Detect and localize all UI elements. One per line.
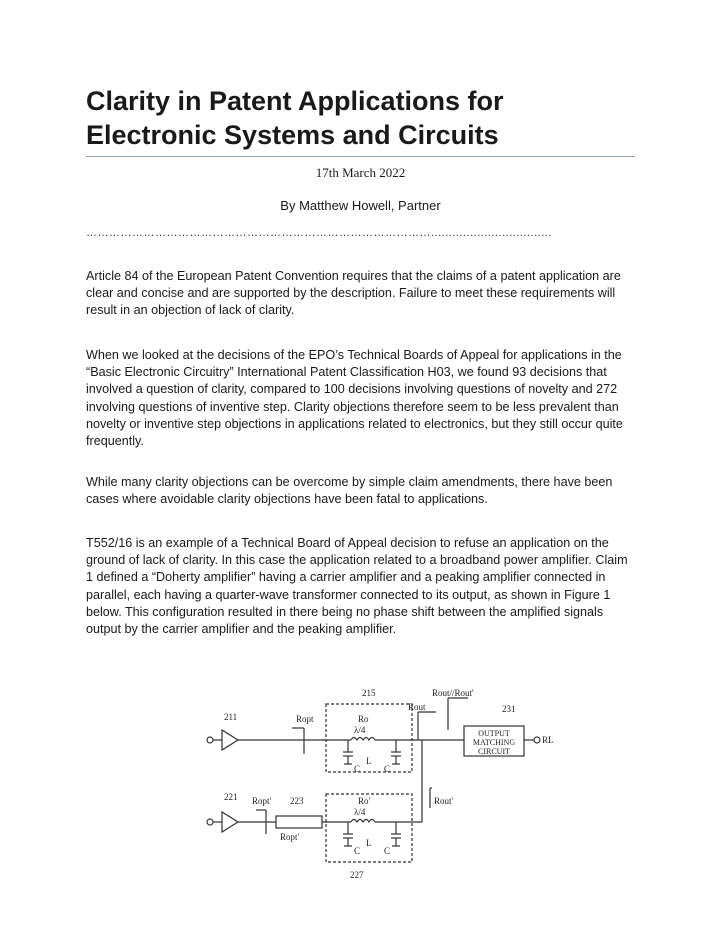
- label-ro: Ro: [358, 714, 369, 724]
- doherty-amplifier-figure: [200, 684, 560, 884]
- paragraph-1: Article 84 of the European Patent Convention requires that the claims of a patent application are clear and concise and are supported by the description. Failure to meet these requirements will result in an objection of lack of clarity.: [86, 269, 621, 318]
- label-rl: RL: [542, 735, 554, 745]
- label-l-top: L: [366, 756, 372, 766]
- inductor-top: [351, 738, 375, 741]
- label-c-bottom-left: C: [354, 846, 361, 856]
- paragraph-2: When we looked at the decisions of the EPO’s Technical Boards of Appeal for applications in the “Basic Electronic Circuitry” International Patent Classification H03, we found 93 decisions that involved a question of clarity, compared to 100 decisions involving questions of novelty and 272 involving questions of inventive step. Clarity objections therefore seem to be less prevalent than novelty or inventive step objections in applications related to electronics, but they still occur quite frequently.: [86, 348, 623, 449]
- label-221: 221: [224, 792, 238, 802]
- label-211: 211: [224, 712, 238, 722]
- label-rout-prime: Rout': [434, 796, 454, 806]
- label-c-top-left: C: [354, 764, 361, 774]
- label-c-bottom-right: C: [384, 846, 391, 856]
- paragraph-4: T552/16 is an example of a Technical Board of Appeal decision to refuse an application on the ground of lack of clarity. In this case the application related to a broadband power amplifier. Claim 1 defined a “Doherty amplifier” having a carrier amplifier and a peaking amplifier connected in parallel, each having a quarter-wave transformer connected to its output, as shown in Figure 1 below. This configuration resulted in there being no phase shift between the amplified signals output by the carrier amplifier and the peaking amplifier.: [86, 536, 628, 637]
- label-223: 223: [290, 796, 304, 806]
- label-215: 215: [362, 688, 376, 698]
- label-ro-prime: Ro': [358, 796, 371, 806]
- label-227: 227: [350, 870, 364, 880]
- title-divider: [86, 156, 635, 157]
- label-ropt-prime-below: Ropt': [280, 832, 300, 842]
- article-title: [86, 84, 646, 152]
- paragraph-3: While many clarity objections can be overcome by simple claim amendments, there have been cases where avoidable clarity objections have been fatal to applications.: [86, 475, 613, 507]
- article-byline: By Matthew Howell, Partner: [280, 198, 441, 213]
- title-line-1: Clarity in Patent Applications for: [86, 86, 504, 116]
- input-terminal-bottom: [207, 819, 213, 825]
- label-lambda-bottom: λ/4: [354, 807, 366, 817]
- inductor-bottom: [351, 820, 375, 823]
- label-rout: Rout: [408, 702, 426, 712]
- omc-line-2: MATCHING: [472, 738, 516, 747]
- label-lambda-top: λ/4: [354, 725, 366, 735]
- title-line-2: Electronic Systems and Circuits: [86, 120, 499, 150]
- omc-line-3: CIRCUIT: [478, 747, 510, 756]
- label-ropt: Ropt: [296, 714, 314, 724]
- label-c-top-right: C: [384, 764, 391, 774]
- label-rout-parallel: Rout//Rout': [432, 688, 474, 698]
- dotted-separator: ………………………………………………………………………………..................................: [86, 227, 552, 239]
- article-date: 17th March 2022: [315, 165, 406, 180]
- input-terminal-top: [207, 737, 213, 743]
- label-231: 231: [502, 704, 516, 714]
- peaking-amplifier-symbol: [222, 812, 238, 832]
- omc-line-1: OUTPUT: [478, 729, 510, 738]
- label-l-bottom: L: [366, 838, 372, 848]
- offset-line-223: [276, 816, 322, 828]
- label-ropt-prime: Ropt': [252, 796, 272, 806]
- output-terminal: [534, 737, 540, 743]
- carrier-amplifier-symbol: [222, 730, 238, 750]
